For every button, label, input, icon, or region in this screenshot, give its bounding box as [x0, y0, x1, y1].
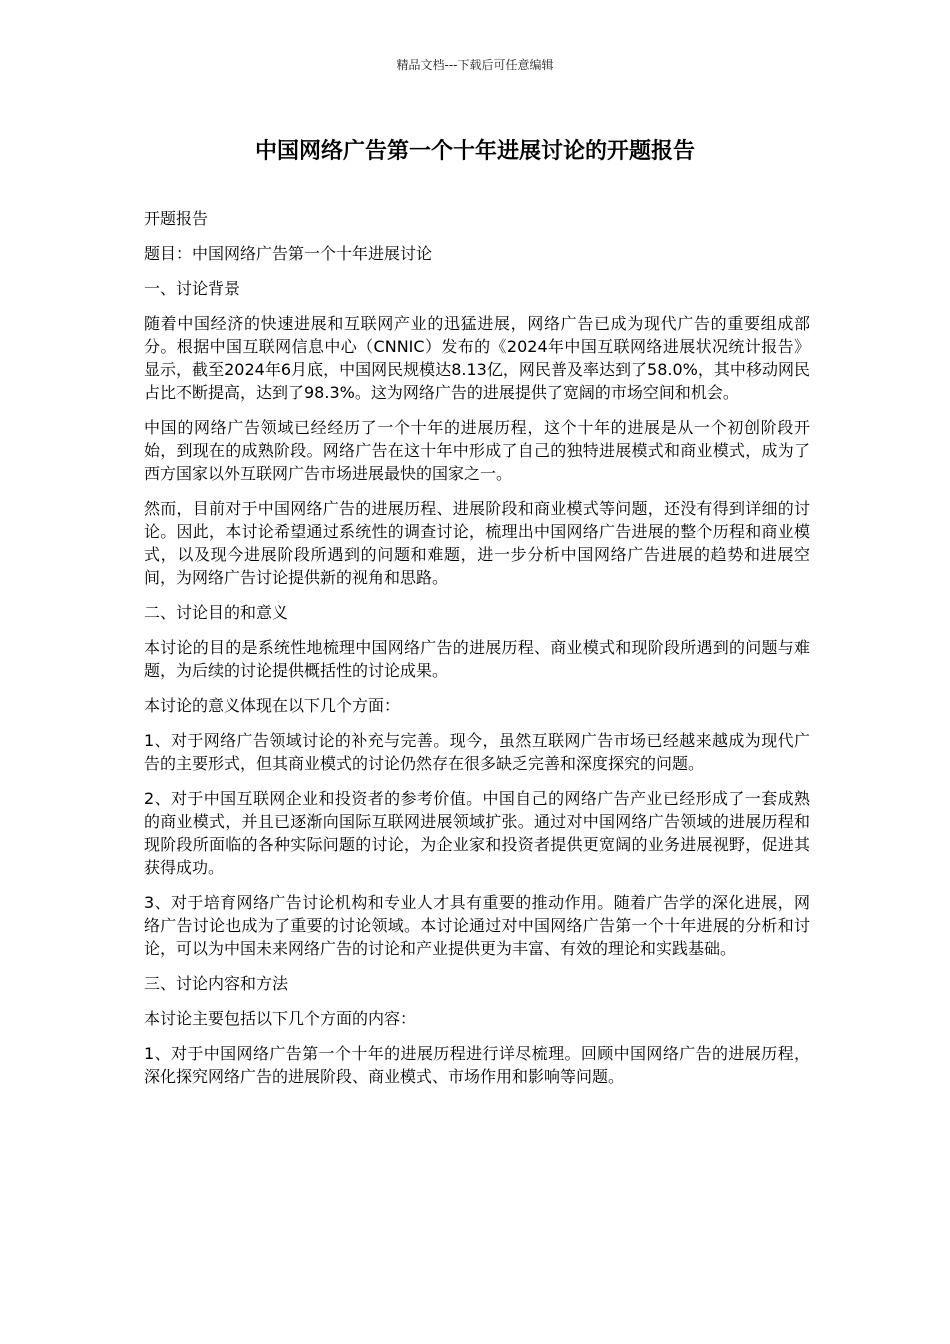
section-heading-content-method: 三、讨论内容和方法 [144, 974, 289, 993]
paragraph: 中国的网络广告领域已经经历了一个十年的进展历程，这个十年的进展是从一个初创阶段开始，到现在的成熟阶段。网络广告在这十年中形成了自己的独特进展模式和商业模式，成为了西方国家以外互联网广告市场进展最快的国家之一。 [144, 418, 810, 483]
page-header-note: 精品文档---下载后可任意编辑 [396, 58, 554, 72]
document-body [144, 207, 810, 1100]
list-item: 2、对于中国互联网企业和投资者的参考价值。中国自己的网络广告产业已经形成了一套成熟的商业模式，并且已逐渐向国际互联网进展领域扩张。通过对中国网络广告领域的进展历程和现阶段所面临的各种实际问题的讨论，为企业家和投资者提供更宽阔的业务进展视野，促进其获得成功。 [144, 789, 810, 877]
paragraph: 然而，目前对于中国网络广告的进展历程、进展阶段和商业模式等问题，还没有得到详细的讨论。因此，本讨论希望通过系统性的调查讨论，梳理出中国网络广告进展的整个历程和商业模式，以及现今进展阶段所遇到的问题和难题，进一步分析中国网络广告进展的趋势和进展空间，为网络广告讨论提供新的视角和思路。 [144, 499, 810, 587]
paragraph: 本讨论的意义体现在以下几个方面： [144, 696, 401, 715]
list-item: 3、对于培育网络广告讨论机构和专业人才具有重要的推动作用。随着广告学的深化进展，网络广告讨论也成为了重要的讨论领域。本讨论通过对中国网络广告第一个十年进展的分析和讨论，可以为中国未来网络广告的讨论和产业提供更为丰富、有效的理论和实践基础。 [144, 893, 810, 958]
section-heading-purpose: 二、讨论目的和意义 [144, 603, 289, 622]
paragraph-topic: 题目：中国网络广告第一个十年进展讨论 [144, 244, 433, 263]
list-item: 1、对于中国网络广告第一个十年的进展历程进行详尽梳理。回顾中国网络广告的进展历程，深化探究网络广告的进展阶段、商业模式、市场作用和影响等问题。 [144, 1044, 810, 1086]
list-item: 1、对于网络广告领域讨论的补充与完善。现今，虽然互联网广告市场已经越来越成为现代广告的主要形式，但其商业模式的讨论仍然存在很多缺乏完善和深度探究的问题。 [144, 731, 810, 773]
paragraph: 随着中国经济的快速进展和互联网产业的迅猛进展，网络广告已成为现代广告的重要组成部分。根据中国互联网信息中心（CNNIC）发布的《2024年中国互联网络进展状况统计报告》显示，截至2024年6月底，中国网民规模达8.13亿，网民普及率达到了58.0%，其中移动网民占比不断提高，达到了98.3%。这为网络广告的进展提供了宽阔的市场空间和机会。 [144, 314, 810, 402]
section-heading-background: 一、讨论背景 [144, 279, 241, 298]
paragraph-report-label: 开题报告 [144, 209, 209, 228]
document-title: 中国网络广告第一个十年进展讨论的开题报告 [254, 139, 695, 164]
paragraph: 本讨论主要包括以下几个方面的内容： [144, 1009, 417, 1028]
paragraph: 本讨论的目的是系统性地梳理中国网络广告的进展历程、商业模式和现阶段所遇到的问题与难题，为后续的讨论提供概括性的讨论成果。 [144, 638, 810, 680]
